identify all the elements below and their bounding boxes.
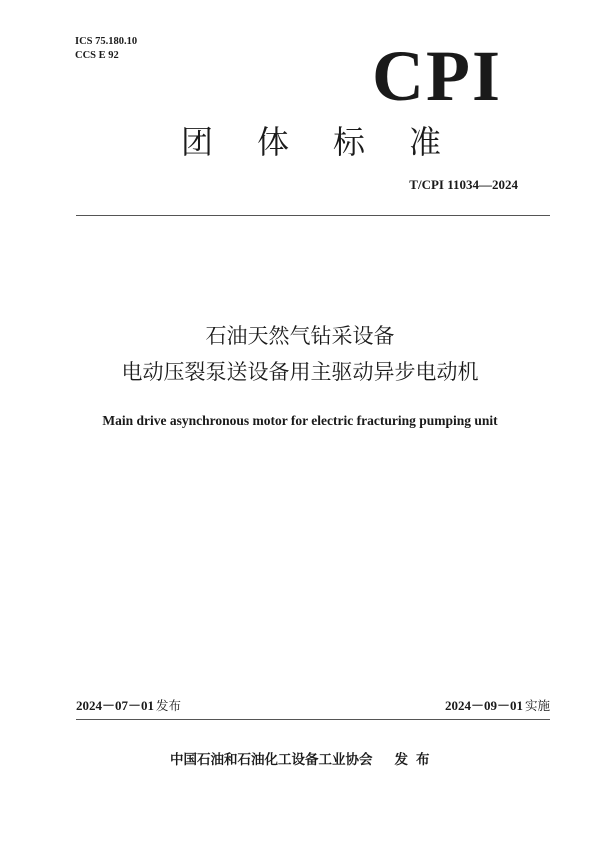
publish-label: 发布 (156, 698, 182, 713)
publisher-action: 发布 (394, 752, 438, 768)
ics-code: ICS 75.180.10 (75, 36, 138, 47)
ccs-code: CCS E 92 (75, 50, 119, 61)
standard-type-heading (0, 122, 600, 162)
cpi-logo: CPI (372, 36, 502, 116)
title-cn-line1: 石油天然气钻采设备 (205, 324, 395, 348)
standard-type-char: 准 (409, 123, 464, 161)
effective-date-block (445, 697, 550, 715)
standard-type-char: 团 (180, 123, 235, 161)
bottom-divider (76, 719, 550, 720)
publisher-line (170, 751, 438, 769)
standard-type-char: 体 (256, 123, 311, 161)
effective-label: 实施 (524, 698, 550, 713)
standard-number: T/CPI 11034—2024 (409, 177, 518, 192)
standard-type-char: 标 (333, 123, 388, 161)
publisher-name: 中国石油和石油化工设备工业协会 (170, 752, 373, 768)
publish-date: 2024－07－01 (76, 698, 155, 713)
publish-date-block (76, 697, 181, 715)
title-cn-line2: 电动压裂泵送设备用主驱动异步电动机 (121, 360, 479, 384)
title-en: Main drive asynchronous motor for electric fracturing pumping unit (102, 413, 498, 428)
effective-date: 2024－09－01 (444, 698, 523, 713)
top-divider (76, 215, 550, 216)
